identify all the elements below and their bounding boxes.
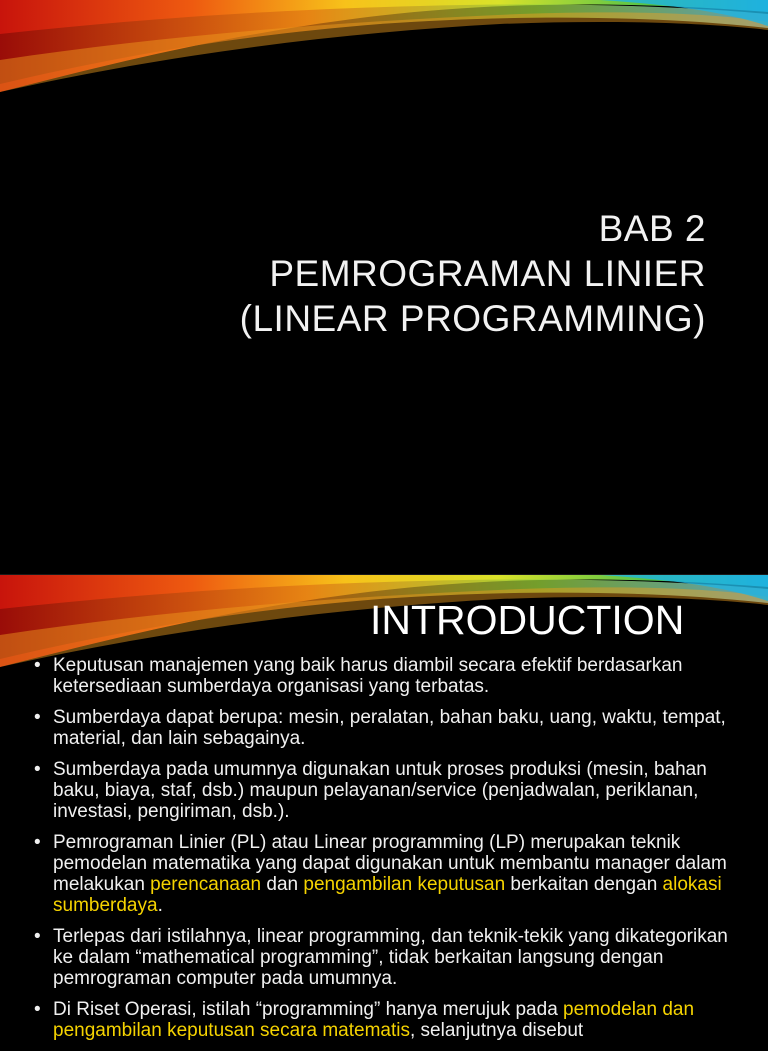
slide-title [240,206,706,341]
slide-heading: INTRODUCTION [370,597,685,643]
bullet-text: Di Riset Operasi, istilah “programming” hanya merujuk pada [53,999,564,1020]
bullet-dot: • [34,999,41,1020]
title-line-chapter: BAB 2 [598,208,706,249]
bullet-item [0,832,768,916]
title-line-main: PEMROGRAMAN LINIER [269,253,706,294]
highlight-text: perencanaan [150,874,262,895]
bullet-dot: • [34,832,41,853]
highlight-text: pengambilan keputusan [303,874,506,895]
bullet-text: Sumberdaya dapat berupa: mesin, peralatan, bahan baku, uang, waktu, tempat, material, dan lain sebagainya. [53,707,726,749]
highlight-text: alokasi sumberdaya [53,874,722,916]
bullet-text: Keputusan manajemen yang baik harus diambil secara efektif berdasarkan ketersediaan sumberdaya organisasi yang terbatas. [53,655,683,697]
highlight-text: pemodelan dan pengambilan keputusan secara matematis [53,999,695,1041]
bullet-text: Pemrograman Linier (PL) atau Linear programming (LP) merupakan teknik pemodelan matematika yang dapat digunakan untuk membantu manager dalam melakukan [53,832,727,895]
bullet-item [0,707,768,749]
bullet-list [0,655,768,1051]
bullet-dot: • [34,926,41,947]
bullet-item [0,999,768,1041]
title-line-sub: (LINEAR PROGRAMMING) [239,298,706,339]
bullet-dot: • [34,655,41,676]
bullet-text: Terlepas dari istilahnya, linear programming, dan teknik-tekik yang dikategorikan ke dalam “mathematical programming”, tidak berkaitan langsung dengan pemrograman computer pada umumnya. [53,926,728,989]
bullet-dot: • [34,707,41,728]
bullet-text: Sumberdaya pada umumnya digunakan untuk proses produksi (mesin, bahan baku, biaya, staf, dsb.) maupun pelayanan/service (penjadwalan, periklanan, investasi, pengiriman, dsb.). [53,759,707,822]
bullet-dot: • [34,759,41,780]
bullet-text: . [157,895,163,916]
bullet-item [0,759,768,822]
bullet-text: , selanjutnya disebut [409,1020,584,1041]
decorative-swoosh [0,0,768,110]
bullet-item [0,926,768,989]
bullet-text: berkaitan dengan [505,874,663,895]
introduction-slide [0,575,768,1041]
bullet-text: dan [261,874,304,895]
bullet-item [0,655,768,697]
